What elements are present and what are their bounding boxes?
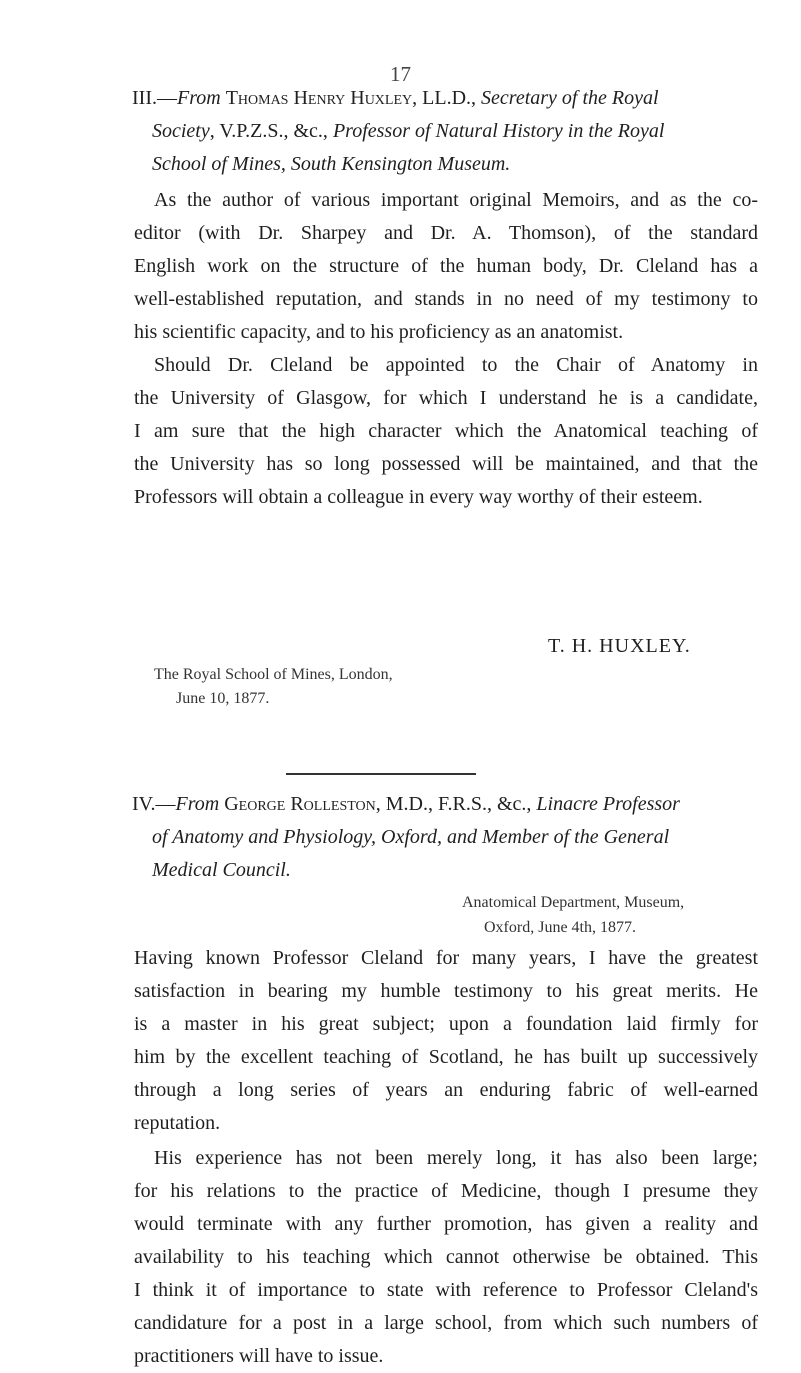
section-iv-from: From	[175, 793, 220, 815]
section-iii-heading: III.—From Thomas Henry Huxley, LL.D., Secretary of the Royal Society, V.P.Z.S., &c., Professor of Natural History in the Royal School of Mines, South Kensington Museum.	[132, 87, 665, 175]
section-iii-title-2b: , V.P.Z.S., &c.,	[209, 120, 333, 142]
text-line: English work on the structure of the human body, Dr. Cleland has a	[134, 255, 758, 277]
text-line: As the author of various important original Memoirs, and as the co-	[154, 189, 758, 211]
text-line: through a long series of years an enduring fabric of well-earned	[134, 1079, 758, 1101]
section-iv-paragraph-1	[134, 942, 758, 1140]
section-iv-numeral: IV.	[132, 793, 156, 815]
text-line: reputation.	[134, 1112, 221, 1134]
dateline-rolleston-2: Oxford, June 4th, 1877.	[484, 919, 636, 936]
text-line: his scientific capacity, and to his proficiency as an anatomist.	[134, 321, 624, 343]
text-line: the University has so long possessed will be maintained, and that the	[134, 453, 758, 475]
text-line: editor (with Dr. Sharpey and Dr. A. Thomson), of the standard	[134, 222, 758, 244]
text-line: is a master in his great subject; upon a foundation laid firmly for	[134, 1013, 758, 1035]
section-iii-author: Thomas Henry Huxley	[225, 87, 413, 109]
section-iii-degrees: , LL.D.,	[412, 87, 482, 109]
section-iv-title-3: Medical Council.	[152, 859, 291, 881]
section-iii-body	[134, 184, 758, 514]
text-line: I think it of importance to state with reference to Professor Cleland's	[134, 1279, 758, 1301]
section-iv-paragraph-2	[134, 1142, 758, 1373]
section-iii-title-2c: Professor of Natural History in the Royal	[332, 120, 665, 142]
text-line: would terminate with any further promotion, has given a reality and	[134, 1213, 758, 1235]
text-line: candidature for a post in a large school, from which such numbers of	[134, 1312, 758, 1334]
text-line: availability to his teaching which cannot otherwise be obtained. This	[134, 1246, 758, 1268]
section-divider	[286, 773, 476, 775]
section-iii-from: From	[176, 87, 221, 109]
section-iii-title-2a: Society	[152, 120, 210, 142]
place-huxley: The Royal School of Mines, London,	[154, 666, 393, 683]
section-iv-heading: IV.—From George Rolleston, M.D., F.R.S., &c., Linacre Professor of Anatomy and Physiology, Oxford, and Member of the General Medical Council.	[132, 793, 680, 881]
text-line: Should Dr. Cleland be appointed to the Chair of Anatomy in	[154, 354, 758, 376]
section-iii-title-1: Secretary of the Royal	[481, 87, 659, 109]
text-line: Having known Professor Cleland for many years, I have the greatest	[134, 947, 758, 969]
section-iii-numeral: III.	[132, 87, 157, 109]
date-huxley: June 10, 1877.	[176, 690, 270, 707]
section-iii-title-3: School of Mines, South Kensington Museum.	[152, 153, 511, 175]
text-line: Professors will obtain a colleague in every way worthy of their esteem.	[134, 486, 703, 508]
section-iv-author: George Rolleston	[224, 793, 376, 815]
page-number: 17	[390, 62, 411, 86]
text-line: well-established reputation, and stands in no need of my testimony to	[134, 288, 758, 310]
text-line: His experience has not been merely long, it has also been large;	[154, 1147, 758, 1169]
text-line: I am sure that the high character which the Anatomical teaching of	[134, 420, 758, 442]
text-line: for his relations to the practice of Medicine, though I presume they	[134, 1180, 758, 1202]
section-iv-title-1: Linacre Professor	[536, 793, 680, 815]
section-iv-degrees: , M.D., F.R.S., &c.,	[375, 793, 537, 815]
text-line: practitioners will have to issue.	[134, 1345, 384, 1367]
section-iv-title-2: of Anatomy and Physiology, Oxford, and Member of the General	[152, 826, 670, 848]
text-line: him by the excellent teaching of Scotland, he has built up successively	[134, 1046, 758, 1068]
signature-huxley: T. H. HUXLEY.	[548, 635, 691, 657]
text-line: satisfaction in bearing my humble testimony to his great merits. He	[134, 980, 758, 1002]
dateline-rolleston-1: Anatomical Department, Museum,	[462, 894, 685, 911]
text-line: the University of Glasgow, for which I understand he is a candidate,	[134, 387, 758, 409]
